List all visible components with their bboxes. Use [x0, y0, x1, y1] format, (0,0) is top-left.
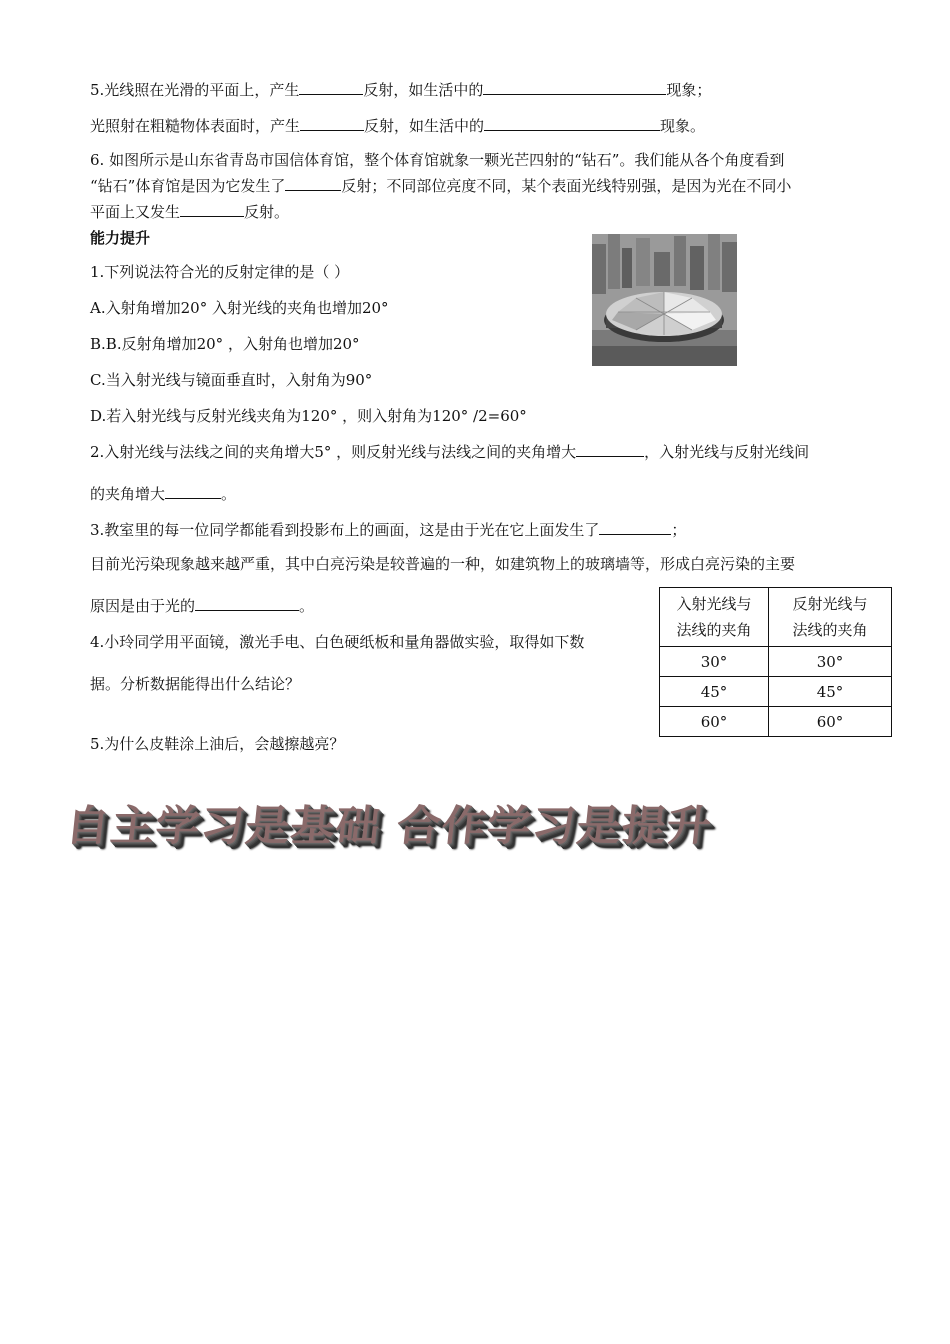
table-header-reflected — [769, 588, 892, 647]
table-header-incident — [660, 588, 769, 647]
q2-line-1 — [90, 442, 809, 462]
q5b-question: 5.为什么皮鞋涂上油后，会越擦越亮？ — [90, 735, 345, 753]
q5-text-a: 5.光线照在光滑的平面上，产生 — [90, 81, 300, 99]
table-row — [660, 677, 892, 707]
table-cell: 45° — [769, 677, 892, 707]
table-cell: 60° — [660, 707, 769, 737]
table-header-row — [660, 588, 892, 647]
q4-line-2: 据。分析数据能得出什么结论？ — [90, 675, 301, 693]
blank — [285, 176, 341, 191]
q5-text-f: 现象。 — [660, 117, 706, 135]
q2-text-b: ，入射光线与反射光线间 — [644, 443, 810, 461]
mc1-option-d: D.若入射光线与反射光线夹角为120° ，则入射角为120° /2=60° — [90, 407, 527, 425]
slogan-banner: 自主学习是基础 合作学习是提升 — [63, 802, 715, 851]
table-cell: 60° — [769, 707, 892, 737]
blank — [195, 596, 299, 611]
table-cell: 45° — [660, 677, 769, 707]
q3-text-b: ； — [671, 521, 687, 539]
q2-text-a: 2.入射光线与法线之间的夹角增大5° ，则反射光线与法线之间的夹角增大 — [90, 443, 577, 461]
q6-line-3 — [90, 202, 289, 222]
q2-text-d: 。 — [221, 485, 237, 503]
q3-line-3 — [90, 596, 314, 616]
table-row — [660, 647, 892, 677]
table-cell: 30° — [769, 647, 892, 677]
q5-line-2 — [90, 116, 705, 136]
q6-text-d: 反射。 — [244, 203, 290, 221]
blank — [599, 520, 671, 535]
header-line: 反射光线与 — [792, 595, 868, 613]
q3-line-2: 目前光污染现象越来越严重，其中白亮污染是较普遍的一种，如建筑物上的玻璃墙等，形成白亮污染的主要 — [90, 555, 796, 573]
mc1-question: 1.下列说法符合光的反射定律的是（ ） — [90, 263, 350, 281]
q3-text-a: 3.教室里的每一位同学都能看到投影布上的画面，这是由于光在它上面发生了 — [90, 521, 600, 539]
header-line: 入射光线与 — [676, 595, 752, 613]
blank — [180, 202, 244, 217]
q2-text-c: 的夹角增大 — [90, 485, 166, 503]
q5-text-b: 反射，如生活中的 — [363, 81, 484, 99]
q2-line-2 — [90, 484, 236, 504]
stadium-illustration — [592, 234, 737, 366]
header-line: 法线的夹角 — [792, 621, 868, 639]
q6-text-c: 平面上又发生 — [90, 203, 181, 221]
mc1-option-a: A.入射角增加20° 入射光线的夹角也增加20° — [90, 299, 389, 317]
q6-text-a: “钻石”体育馆是因为它发生了 — [90, 177, 286, 195]
q3-text-c: 原因是由于光的 — [90, 597, 196, 615]
blank — [300, 116, 364, 131]
angle-data-table — [659, 587, 892, 737]
mc1-option-b: B.B.反射角增加20° ，入射角也增加20° — [90, 335, 360, 353]
mc1-option-c: C.当入射光线与镜面垂直时，入射角为90° — [90, 371, 373, 389]
blank — [484, 116, 660, 131]
table-cell: 30° — [660, 647, 769, 677]
blank — [165, 484, 221, 499]
q5-text-e: 反射，如生活中的 — [364, 117, 485, 135]
q5-line-1 — [90, 80, 711, 100]
blank — [576, 442, 644, 457]
table-row — [660, 707, 892, 737]
section-title: 能力提升 — [90, 229, 151, 247]
q6-line-1: 6. 如图所示是山东省青岛市国信体育馆，整个体育馆就象一颗光芒四射的“钻石”。我们能从各个角度看到 — [90, 151, 785, 169]
q5-text-c: 现象； — [666, 81, 712, 99]
blank — [299, 80, 363, 95]
q3-text-d: 。 — [299, 597, 315, 615]
stadium-photo — [592, 234, 737, 366]
q4-line-1: 4.小玲同学用平面镜，激光手电、白色硬纸板和量角器做实验，取得如下数 — [90, 633, 585, 651]
q3-line-1 — [90, 520, 686, 540]
q6-text-b: 反射；不同部位亮度不同，某个表面光线特别强，是因为光在不同小 — [341, 177, 792, 195]
q6-line-2 — [90, 176, 791, 196]
q5-text-d: 光照射在粗糙物体表面时，产生 — [90, 117, 301, 135]
blank — [483, 80, 666, 95]
header-line: 法线的夹角 — [676, 621, 752, 639]
